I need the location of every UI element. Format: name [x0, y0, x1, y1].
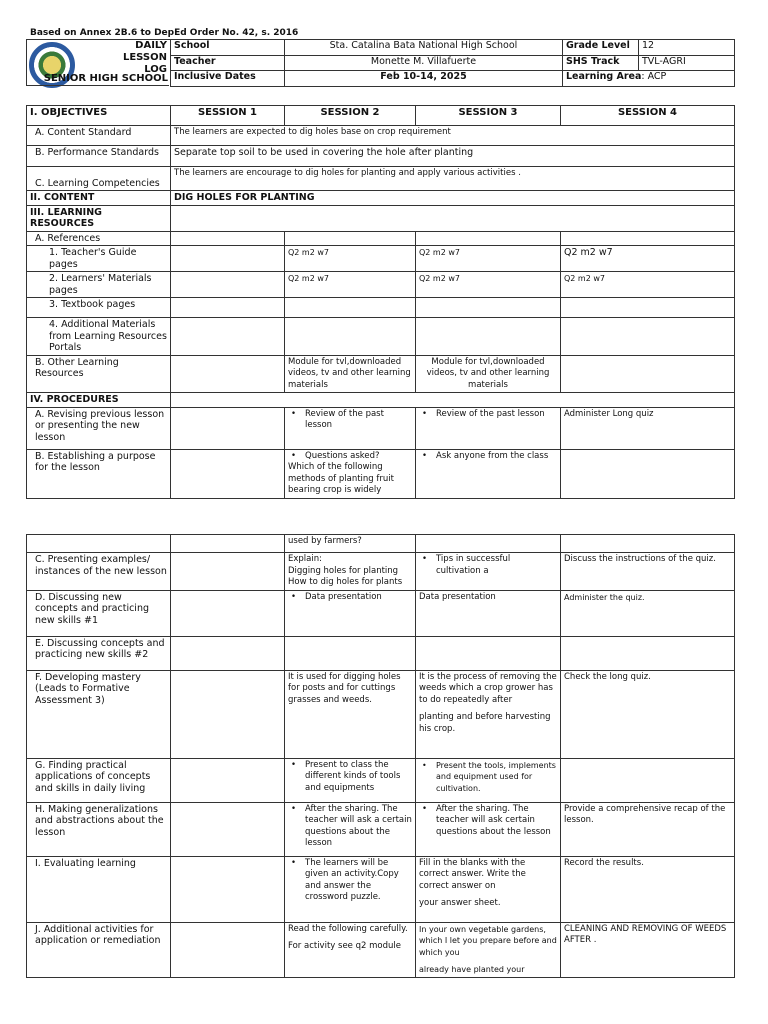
j-s3-a: In your own vegetable gardens, which I let you prepare before and which you: [419, 924, 557, 957]
cont-s2: used by farmers?: [285, 535, 416, 553]
d-s4: Administer the quiz.: [561, 590, 735, 636]
textbook-label: 3. Textbook pages: [27, 298, 171, 318]
other-label: B. Other Learning Resources: [27, 355, 171, 393]
ref-cell: [285, 231, 416, 246]
lm-s1: [171, 272, 285, 298]
h-s3: • After the sharing. The teacher will ask certain questions about the lesson: [419, 804, 557, 839]
other-s4: [561, 355, 735, 393]
teacher-label: Teacher: [171, 55, 285, 71]
d-s1: [171, 590, 285, 636]
session-1-header: SESSION 1: [171, 106, 285, 126]
i-s3-b: your answer sheet.: [419, 898, 501, 908]
resources-blank: [171, 205, 735, 231]
j-s2-a: Read the following carefully.: [288, 923, 408, 934]
teacher-value: Monette M. Villafuerte: [285, 55, 563, 71]
i-s2: • The learners will be given an activity.Copy and answer the crossword puzzle.: [288, 858, 412, 904]
doc-title-daily: DAILY: [135, 40, 167, 51]
cont-s1: [171, 535, 285, 553]
i-s4: Record the results.: [561, 856, 735, 922]
competencies-value: The learners are encourage to dig holes for planting and apply various activities .: [171, 167, 735, 191]
tg-label: 1. Teacher's Guide pages: [27, 246, 171, 272]
add-cell: [561, 318, 735, 356]
dll-table-page2: [26, 534, 735, 978]
lm-s3: Q2 m2 w7: [416, 272, 561, 298]
doc-title-lesson: LESSON: [122, 52, 167, 63]
cont-label: [27, 535, 171, 553]
content-standard-label: A. Content Standard: [27, 126, 171, 146]
ref-cell: [171, 231, 285, 246]
school-level: SENIOR HIGH SCHOOL: [26, 73, 169, 86]
add-cell: [285, 318, 416, 356]
lm-s4: Q2 m2 w7: [561, 272, 735, 298]
h-s1: [171, 802, 285, 856]
dll-table-page1: [26, 105, 735, 499]
c-s2-line2: Digging holes for planting: [288, 565, 399, 576]
e-s2: [285, 636, 416, 670]
session-3-header: SESSION 3: [416, 106, 561, 126]
other-s2: Module for tvl,downloaded videos, tv and other learning materials: [285, 355, 416, 393]
proc-b-label: B. Establishing a purpose for the lesson: [27, 449, 171, 498]
session-2-header: SESSION 2: [285, 106, 416, 126]
a-s1: [171, 407, 285, 449]
performance-value: Separate top soil to be used in covering the hole after planting: [171, 146, 735, 167]
additional-label: 4. Additional Materials from Learning Resources Portals: [27, 318, 171, 356]
dates-label: Inclusive Dates: [171, 71, 285, 87]
proc-f-label: F. Developing mastery (Leads to Formative Assessment 3): [27, 670, 171, 758]
proc-h-label: H. Making generalizations and abstractions about the lesson: [27, 802, 171, 856]
f-s3-a: It is the process of removing the weeds which a crop grower has to do repeatedly after: [419, 671, 557, 705]
proc-i-label: I. Evaluating learning: [27, 856, 171, 922]
cont-s3: [416, 535, 561, 553]
proc-a-label: A. Revising previous lesson or presenting the new lesson: [27, 407, 171, 449]
area-cell: [563, 71, 735, 87]
add-cell: [171, 318, 285, 356]
j-s3-b: already have planted your: [419, 965, 525, 974]
dates-value: Feb 10-14, 2025: [285, 71, 563, 87]
g-s2: • Present to class the different kinds of tools and equipments: [288, 760, 412, 795]
e-s4: [561, 636, 735, 670]
school-label: School: [171, 40, 285, 56]
grade-value: 12: [639, 40, 735, 56]
tg-s1: [171, 246, 285, 272]
grade-label: Grade Level: [563, 40, 639, 56]
j-s1: [171, 922, 285, 977]
tb-cell: [561, 298, 735, 318]
g-s3: • Present the tools, implements and equipment used for cultivation.: [419, 760, 557, 795]
procedures-blank: [171, 393, 735, 408]
c-s1: [171, 553, 285, 591]
tb-cell: [416, 298, 561, 318]
j-s2-b: For activity see q2 module: [288, 941, 401, 951]
f-s2: It is used for digging holes for posts and for cuttings grasses and weeds.: [285, 670, 416, 758]
content-label: II. CONTENT: [27, 191, 171, 206]
cont-s4: [561, 535, 735, 553]
h-s2: • After the sharing. The teacher will ask a certain questions about the lesson: [288, 804, 412, 850]
tg-s4: Q2 m2 w7: [561, 246, 735, 272]
c-s2-line3: How to dig holes for plants: [288, 577, 403, 587]
procedures-label: IV. PROCEDURES: [27, 393, 171, 408]
add-cell: [416, 318, 561, 356]
annex-note: Based on Annex 2B.6 to DepEd Order No. 42, s. 2016: [30, 28, 299, 38]
a-s2: • Review of the past lesson: [288, 409, 412, 432]
content-value: DIG HOLES FOR PLANTING: [171, 191, 735, 206]
proc-j-label: J. Additional activities for application or remediation: [27, 922, 171, 977]
school-value: Sta. Catalina Bata National High School: [285, 40, 563, 56]
b-s4: [561, 449, 735, 498]
j-s4: CLEANING AND REMOVING OF WEEDS AFTER .: [561, 922, 735, 977]
session-4-header: SESSION 4: [561, 106, 735, 126]
i-s3-a: Fill in the blanks with the correct answer. Write the correct answer on: [419, 857, 526, 891]
ref-cell: [416, 231, 561, 246]
b-s2-text: Which of the following methods of planting fruit bearing crop is widely: [288, 462, 394, 495]
b-s2-bullet: • Questions asked?: [288, 451, 412, 463]
other-s1: [171, 355, 285, 393]
f-s1: [171, 670, 285, 758]
a-s3: • Review of the past lesson: [419, 409, 557, 421]
performance-label: B. Performance Standards: [27, 146, 171, 167]
f-s3-b: planting and before harvesting his crop.: [419, 712, 551, 734]
doc-title-log: LOG: [144, 64, 167, 75]
objectives-heading: I. OBJECTIVES: [27, 106, 171, 126]
ref-cell: [561, 231, 735, 246]
tg-s3: Q2 m2 w7: [416, 246, 561, 272]
b-s3: • Ask anyone from the class: [419, 451, 557, 463]
resources-label: III. LEARNING RESOURCES: [27, 205, 171, 231]
h-s4: Provide a comprehensive recap of the lesson.: [561, 802, 735, 856]
other-s3: Module for tvl,downloaded videos, tv and other learning materials: [416, 355, 561, 393]
i-s1: [171, 856, 285, 922]
references-label: A. References: [27, 231, 171, 246]
area-value: : ACP: [641, 71, 667, 82]
proc-c-label: C. Presenting examples/ instances of the new lesson: [27, 553, 171, 591]
d-s2: • Data presentation: [288, 592, 412, 604]
d-s3: Data presentation: [416, 590, 561, 636]
b-s1: [171, 449, 285, 498]
c-s2-line1: Explain:: [288, 554, 322, 564]
track-label: SHS Track: [563, 55, 639, 71]
proc-e-label: E. Discussing concepts and practicing new skills #2: [27, 636, 171, 670]
proc-d-label: D. Discussing new concepts and practicing new skills #1: [27, 590, 171, 636]
e-s3: [416, 636, 561, 670]
g-s1: [171, 758, 285, 802]
tg-s2: Q2 m2 w7: [285, 246, 416, 272]
c-s3: • Tips in successful cultivation a: [419, 554, 557, 577]
content-standard-value: The learners are expected to dig holes base on crop requirement: [171, 126, 735, 146]
g-s4: [561, 758, 735, 802]
tb-cell: [171, 298, 285, 318]
lm-label: 2. Learners' Materials pages: [27, 272, 171, 298]
tb-cell: [285, 298, 416, 318]
a-s4: Administer Long quiz: [561, 407, 735, 449]
track-value: TVL-AGRI: [639, 55, 735, 71]
f-s4: Check the long quiz.: [561, 670, 735, 758]
e-s1: [171, 636, 285, 670]
competencies-label: C. Learning Competencies: [27, 167, 171, 191]
c-s4: Discuss the instructions of the quiz.: [561, 553, 735, 591]
proc-g-label: G. Finding practical applications of concepts and skills in daily living: [27, 758, 171, 802]
area-label: Learning Area: [566, 71, 642, 82]
lm-s2: Q2 m2 w7: [285, 272, 416, 298]
